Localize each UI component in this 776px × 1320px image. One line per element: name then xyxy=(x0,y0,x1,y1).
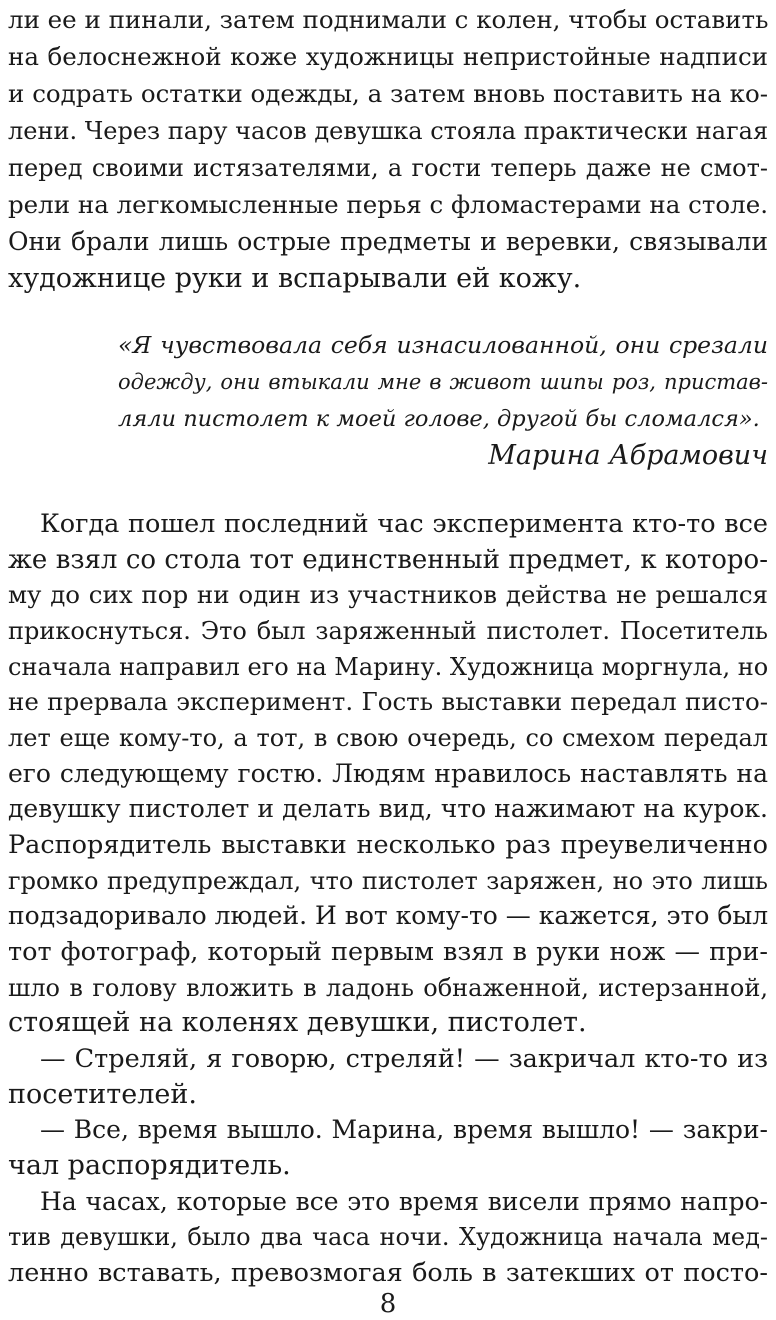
text-line: Когда пошел последний час эксперимента кто-то все xyxy=(40,509,768,539)
text-line: Они брали лишь острые предметы и веревки, связывали xyxy=(8,227,768,256)
quote-line: одежду, они втыкали мне в живот шипы роз, пристав- xyxy=(118,370,768,394)
text-line: художнице руки и вспарывали ей кожу. xyxy=(8,263,582,294)
text-line: подзадоривало людей. И вот кому-то — кажется, это был xyxy=(8,901,769,931)
quote-attribution: Марина Абрамович xyxy=(488,440,768,471)
text-line: му до сих пор ни один из участников действа не решался xyxy=(8,580,768,610)
text-line: и содрать остатки одежды, а затем вновь поставить на ко- xyxy=(8,79,768,108)
text-line: перед своими истязателями, а гости теперь даже не смот- xyxy=(8,154,768,182)
text-line: не прервала эксперимент. Гость выставки передал писто- xyxy=(8,687,768,717)
text-line: девушку пистолет и делать вид, что нажимают на курок. xyxy=(8,794,768,824)
text-line: же взял со стола тот единственный предмет, к которо- xyxy=(8,544,768,575)
quote-line: «Я чувствовала себя изнасилованной, они срезали xyxy=(118,331,768,359)
text-line: его следующему гостю. Людям нравилось наставлять на xyxy=(8,758,768,788)
text-line: На часах, которые все это время висели прямо напро- xyxy=(40,1186,768,1216)
text-line: на белоснежной коже художницы непристойные надписи xyxy=(8,42,768,71)
text-line: — Все, время вышло. Марина, время вышло! — закри- xyxy=(40,1115,768,1145)
text-line: шло в голову вложить в ладонь обнаженной, истерзанной, xyxy=(8,973,768,1002)
text-line: тот фотограф, который первым взял в руки нож — при- xyxy=(8,936,768,967)
text-line: прикоснуться. Это был заряженный пистолет. Посетитель xyxy=(8,616,768,645)
text-line: ленно вставать, превозмогая боль в затекших от посто- xyxy=(8,1257,768,1288)
text-line: Распорядитель выставки несколько раз преувеличенно xyxy=(8,829,768,860)
text-line: тив девушки, было два часа ночи. Художница начала мед- xyxy=(8,1223,768,1252)
quote-line: ляли пистолет к моей голове, другой бы сломался». xyxy=(118,406,760,432)
text-line: лет еще кому-то, а тот, в свою очередь, со смехом передал xyxy=(8,723,768,752)
text-line: громко предупреждал, что пистолет заряжен, но это лишь xyxy=(8,866,768,895)
text-line: стоящей на коленях девушки, пистолет. xyxy=(8,1007,587,1039)
text-line: посетителей. xyxy=(8,1078,197,1110)
text-line: ли ее и пинали, затем поднимали с колен, чтобы оставить xyxy=(8,5,769,34)
text-line: лени. Через пару часов девушка стояла практически нагая xyxy=(8,117,769,145)
text-line: — Стреляй, я говорю, стреляй! — закричал кто-то из xyxy=(40,1043,768,1074)
text-line: чал распорядитель. xyxy=(8,1149,291,1181)
text-line: сначала направил его на Марину. Художница моргнула, но xyxy=(8,652,769,681)
page-number: 8 xyxy=(379,1289,397,1319)
text-line: рели на легкомысленные перья с фломастерами на столе. xyxy=(8,190,768,219)
